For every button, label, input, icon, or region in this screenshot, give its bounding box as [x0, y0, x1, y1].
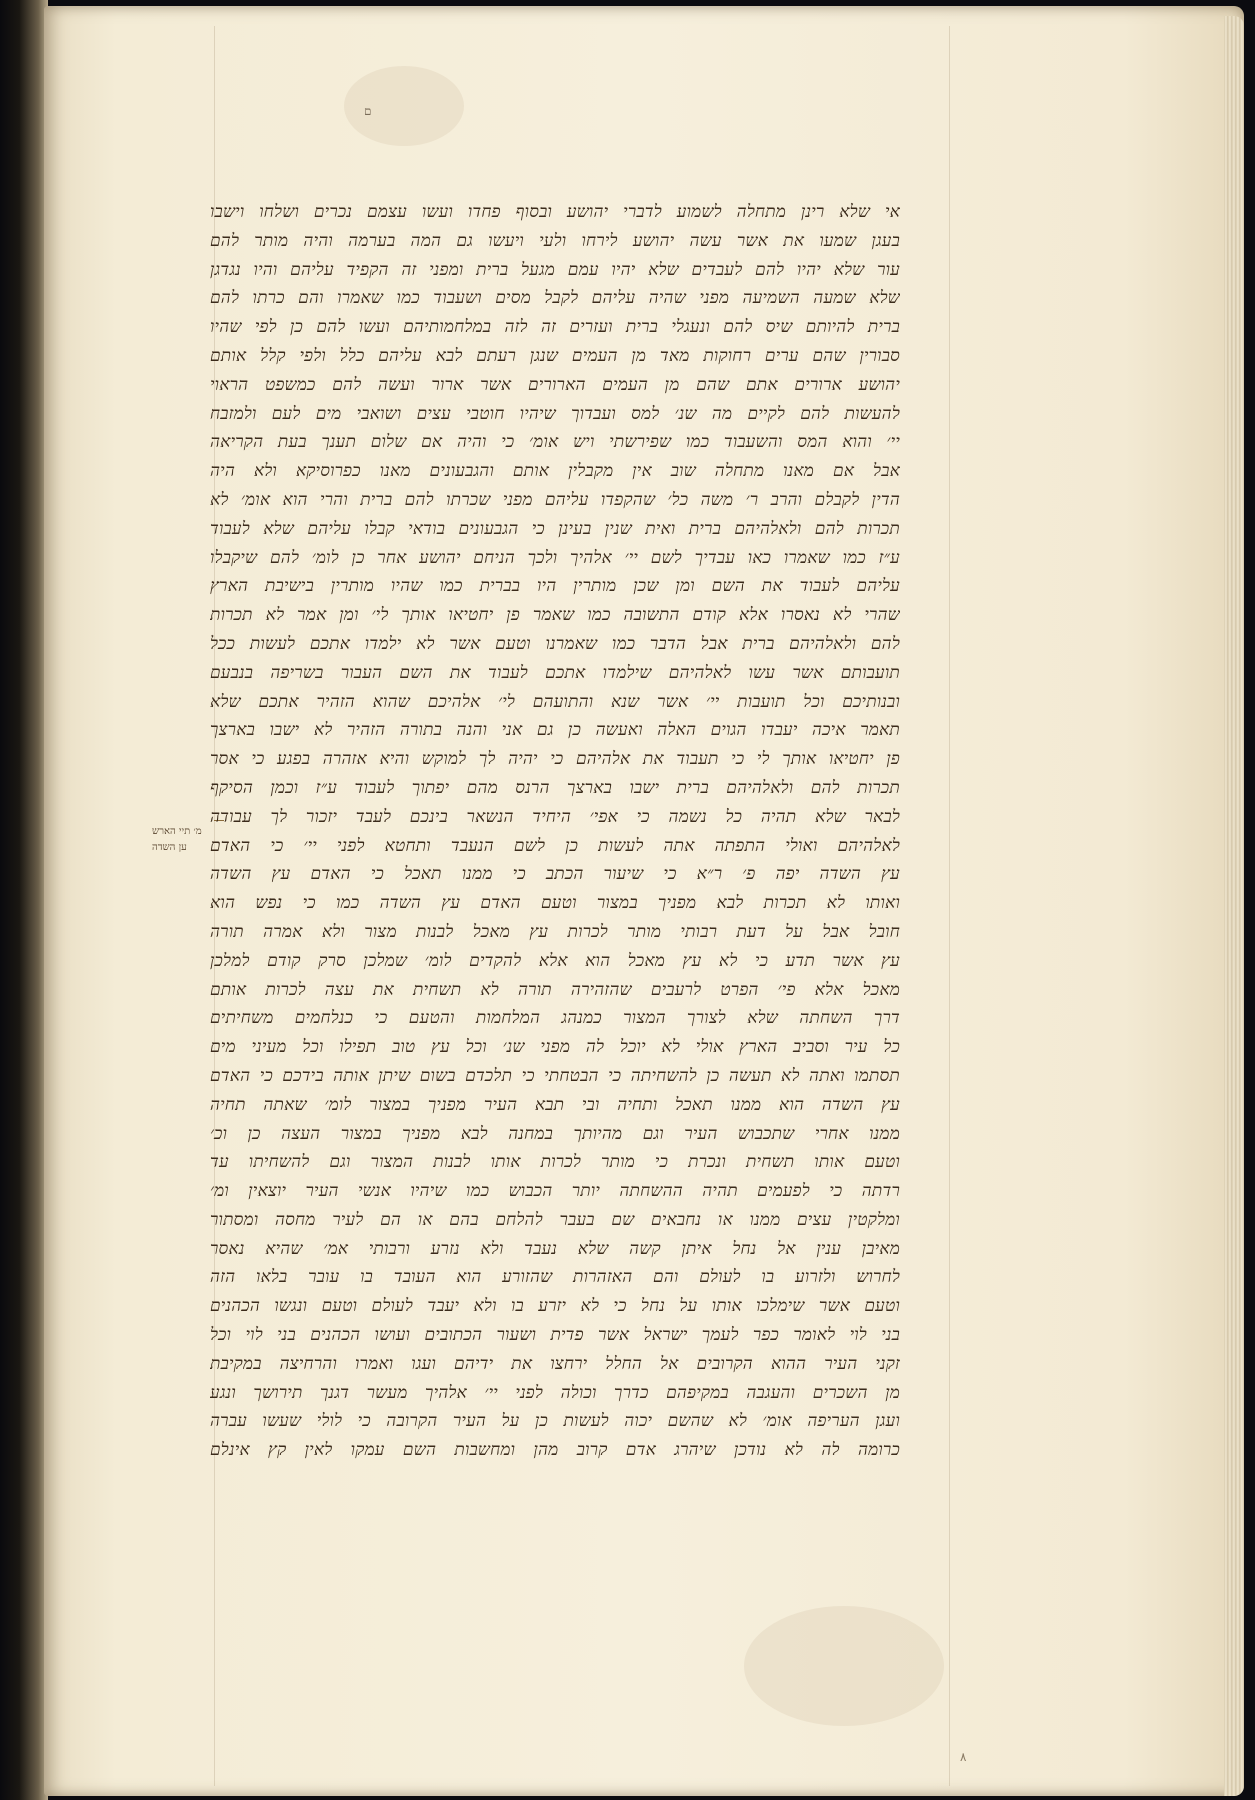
- top-mark: ם: [364, 104, 372, 118]
- text-line: לחרוש ולזרוע בו לעולם והם האזהרות שהזורע הוא העובד בו עובר בלאו הזה: [210, 1267, 900, 1288]
- text-line: עץ השדה יפה פ׳ ר״א כי שיעור הכתב כי ממנו תאכל כי האדם עץ השדה: [210, 864, 900, 885]
- text-line: אבל אם מאנו מתחלה שוב אין מקבלין אותם והגבעונים מאנו כפרוסיקא ולא היה: [210, 461, 900, 482]
- margin-note-line: מ׳ תיי הארש: [152, 826, 202, 837]
- text-line: ועגן העריפה אומ׳ לא שהשם יכוה לעשות כן על העיר הקרובה כי לולי שעשו עברה: [210, 1411, 900, 1432]
- text-line: מן השכרים והעגבה במקיפהם כדרך וכולה לפני יי׳ אלהיך מעשר דגנך תירושך ונגע: [210, 1382, 900, 1403]
- text-line: הדין לקבלם והרב ר׳ משה כל׳ שהקפדו עליהם מפני שכרתו להם ברית והרי הוא אומ׳ לא: [210, 489, 900, 510]
- margin-note-line: ען השדה: [152, 842, 187, 853]
- book-spine-edge: [0, 0, 48, 1800]
- text-line: להם ולאלהיהם ברית אבל הדבר כמו שאמרנו וטעם אשר לא ילמדו אתכם לעשות ככל: [210, 633, 900, 654]
- text-line: אי שלא רינן מתחלה לשמוע לדברי יהושע ובסוף פחדו ועשו עצמם נכרים ושלחו וישבו: [210, 202, 900, 222]
- text-line: עץ אשר תדע כי לא עץ מאכל הוא אלא להקדים לומ׳ שמלכן סרק קודם למלכן: [210, 950, 900, 971]
- margin-note: [152, 824, 212, 856]
- text-line: לאלהיהם ואולי התפתה אתה לעשות כן לשם הנעבד ותחטא לפני יי׳ כי האדם: [210, 835, 900, 856]
- text-line: ע״ז כמו שאמרו כאו עבדיך לשם יי׳ אלהיך ולכך הניחם יהושע אחר כן לומ׳ להם שיקבלו: [210, 547, 900, 568]
- text-line: וטעם אשר שימלכו אותו על נחל כי לא יזרע בו ולא יעבד לעולם וטעם ונגשו הכהנים: [210, 1296, 900, 1317]
- text-line: ומלקטין עצים ממנו או נחבאים שם בעבר להלחם בהם או הם לעיר מחסה ומסתור: [210, 1209, 900, 1230]
- text-line: ברית להיותם שיס להם ונעגלי ברית ועזרים זה לזה במלחמותיהם ועשו להם כן לפי שהיו: [210, 317, 900, 338]
- text-line: עור שלא יהיו להם לעבדים שלא יהיו עמם מגעל ברית ומפני זה הקפיד עליהם והיו נגדגן: [210, 259, 900, 280]
- text-line: תאמר איכה יעבדו הגוים האלה ואעשה כן גם אני והנה בתורה הזהיר לא ישבו בארצך: [210, 720, 900, 741]
- main-text-block: [210, 198, 900, 1465]
- text-line: מאכל אלא פי׳ הפרט לרעבים שהזהירה תורה לא תשחית את עצה לכרות אותם: [210, 979, 900, 1000]
- text-line: מאיבן ענין אל נחל איתן קשה שלא נעבד ולא נזרע ורבותי אמ׳ שהיא נאסר: [210, 1238, 900, 1259]
- text-line: ממנו אחרי שתכבוש העיר וגם מהיותך במחנה לבא מפניך במצור העצה כן וכ׳: [210, 1123, 900, 1144]
- text-line: להעשות להם לקיים מה שנ׳ למס ועבדוך שיהיו חוטבי עצים ושואבי מים לעם ולמזבח: [210, 403, 900, 424]
- text-line: זקני העיר ההוא הקרובים אל החלל ירחצו את ידיהם ועגו ואמרו והרחיצה במקיבת: [210, 1353, 900, 1374]
- text-line: לבאר שלא תהיה כל נשמה כי אפי׳ היחיד הנשאר בינכם לעבד יזכור לך עבודה: [210, 806, 900, 827]
- text-line: עליהם לעבוד את השם ומן שכן מותרין היו בברית כמו שהיו מותרין בישיבת הארץ: [210, 576, 900, 597]
- text-line: רדתה כי לפעמים תהיה ההשחתה יותר הכבוש כמו שיהיו אנשי העיר יוצאין ומ׳: [210, 1181, 900, 1202]
- text-line: שהרי לא נאסרו אלא קודם התשובה כמו שאמר פן יחטיאו אותך לי׳ ומן אמר לא תכרות: [210, 605, 900, 626]
- folio-mark: ٨: [960, 1750, 967, 1764]
- text-line: ואותו לא תכרות לבא מפניך במצור וטעם האדם עץ השדה כמו כי נפש הוא: [210, 893, 900, 914]
- text-line: תכרות להם ולאלהיהם ברית ואית שנין בעינן כי הגבעונים בודאי קבלו עליהם שלא לעבוד: [210, 518, 900, 539]
- text-line: וטעם אותו תשחית ונכרת כי מותר לכרות אותו לבנות המצור וגם להשחיתו עד: [210, 1152, 900, 1173]
- text-line: כל עיר וסביב הארץ אולי לא יוכל לה מפני שנ׳ וכל עץ טוב תפילו וכל מעיני מים: [210, 1037, 900, 1058]
- text-line: בני לוי לאומר כפר לעמך ישראל אשר פדית ושעור הכתובים ועושו הכהנים בני לוי וכל: [210, 1325, 900, 1346]
- text-line: תכרות להם ולאלהיהם ברית ישבו בארצך הרנס מהם יפתוך לעבוד ע״ז וכמן הסיקף: [210, 777, 900, 798]
- text-line: יי׳ והוא המס והשעבוד כמו שפירשתי ויש אומ׳ כי והיה אם שלום תענך בעת הקריאה: [210, 432, 900, 453]
- text-line: פן יחטיאו אותך לי כי תעבוד את אלהיהם כי יהיה לך למוקש והיא אזהרה בפגע כי אסר: [210, 749, 900, 770]
- text-line: עץ השדה הוא ממנו תאכל ותחיה ובי תבא העיר מפניך במצור לומ׳ שאתה תחיה: [210, 1094, 900, 1115]
- ruling-line-right: [949, 26, 950, 1786]
- text-line: סבורין שהם ערים רחוקות מאד מן העמים שנגן רעתם לבא עליהם כלל ולפי קלל אותם: [210, 345, 900, 366]
- text-line: חובל אבל על דעת רבותי מותר לכרות עץ מאכל לבנות מצור ולא אמרה תורה: [210, 921, 900, 942]
- paper-stain: [744, 1606, 944, 1726]
- text-line: תועבותם אשר עשו לאלהיהם שילמדו אתכם לעבוד את השם העבור בשריפה בנבעם: [210, 662, 900, 683]
- text-line: דרך השחתה שלא לצורך המצור כמנהג המלחמות והטעם כי כנלחמים משחיתים: [210, 1008, 900, 1029]
- page-edge-right: [1224, 16, 1244, 1796]
- text-line: ובנותיכם וכל תועבות יי׳ אשר שנא והתועהם לי׳ אלהיכם שהוא הזהיר אתכם שלא: [210, 691, 900, 712]
- text-line: תסתמו ואתה לא תעשה כן להשחיתה כי הבטחתי כי תלכדם בשום שיתן אותה בידכם כי האדם: [210, 1065, 900, 1086]
- paper-stain: [344, 66, 464, 146]
- text-line: בעגן שמעו את אשר עשה יהושע לירחו ולעי ויעשו גם המה בערמה והיה מותר להם: [210, 230, 900, 251]
- text-line: שלא שמעה השמיעה מפני שהיה עליהם לקבל מסים ושעבוד כמו שאמרו והם כרתו להם: [210, 288, 900, 309]
- text-line: יהושע ארורים אתם שהם מן העמים הארורים אשר ארור ועשה להם כמשפט הראוי: [210, 374, 900, 395]
- text-line: כרומה לה לא נודכן שיהרג אדם קרוב מהן ומחשבות השם עמקו לאין קץ אינלם: [210, 1440, 900, 1461]
